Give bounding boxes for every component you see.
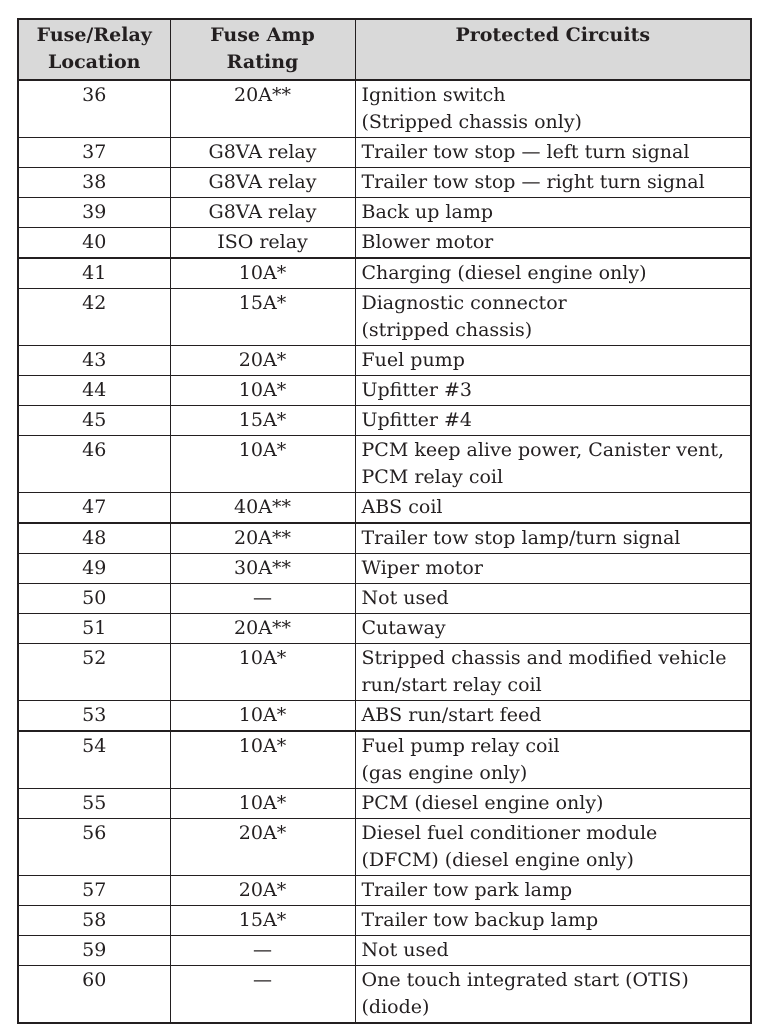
cell-amp-rating: 15A* [170, 906, 355, 936]
cell-protected-circuits [355, 168, 751, 198]
header-circuits [355, 19, 751, 80]
table-header-row [18, 19, 751, 80]
table-row [18, 258, 751, 289]
cell-location: 47 [18, 493, 170, 524]
circuit-line: Stripped chassis and modified vehicle [361, 647, 727, 669]
fuse-relay-table [17, 18, 752, 1024]
table-row [18, 346, 751, 376]
circuit-line: Fuel pump relay coil [361, 735, 560, 757]
table-row [18, 493, 751, 524]
cell-amp-rating: G8VA relay [170, 138, 355, 168]
circuit-line: Fuel pump [361, 349, 465, 371]
cell-protected-circuits [355, 701, 751, 732]
cell-location: 43 [18, 346, 170, 376]
header-rating [170, 19, 355, 80]
cell-amp-rating: 15A* [170, 289, 355, 346]
table-row [18, 701, 751, 732]
table-row [18, 789, 751, 819]
cell-protected-circuits [355, 731, 751, 789]
cell-location: 48 [18, 523, 170, 554]
cell-amp-rating: 20A* [170, 819, 355, 876]
cell-location: 49 [18, 554, 170, 584]
table-row [18, 376, 751, 406]
cell-amp-rating: — [170, 936, 355, 966]
cell-amp-rating: — [170, 584, 355, 614]
table-row [18, 436, 751, 493]
cell-amp-rating: 20A** [170, 523, 355, 554]
table-row [18, 168, 751, 198]
cell-amp-rating: 10A* [170, 258, 355, 289]
cell-amp-rating: 20A** [170, 80, 355, 138]
cell-protected-circuits [355, 614, 751, 644]
circuit-line: PCM (diesel engine only) [361, 792, 604, 814]
cell-protected-circuits [355, 644, 751, 701]
circuit-line: Upfitter #3 [361, 379, 472, 401]
cell-protected-circuits [355, 789, 751, 819]
cell-protected-circuits [355, 138, 751, 168]
cell-location: 52 [18, 644, 170, 701]
circuit-line: Back up lamp [361, 201, 494, 223]
cell-amp-rating: 10A* [170, 644, 355, 701]
cell-protected-circuits [355, 523, 751, 554]
fuse-table-container [17, 18, 750, 1024]
table-row [18, 198, 751, 228]
cell-amp-rating: 40A** [170, 493, 355, 524]
cell-amp-rating: 20A* [170, 346, 355, 376]
cell-amp-rating: 10A* [170, 376, 355, 406]
circuit-line: ABS run/start feed [361, 704, 542, 726]
cell-amp-rating: G8VA relay [170, 168, 355, 198]
table-row [18, 554, 751, 584]
table-row [18, 138, 751, 168]
header-rating-line: Fuse Amp [210, 24, 315, 46]
cell-protected-circuits [355, 376, 751, 406]
circuit-line: Trailer tow stop — right turn signal [361, 171, 705, 193]
circuit-line: (DFCM) (diesel engine only) [361, 849, 634, 871]
cell-protected-circuits [355, 966, 751, 1024]
cell-location: 37 [18, 138, 170, 168]
cell-location: 42 [18, 289, 170, 346]
table-row [18, 966, 751, 1024]
table-row [18, 289, 751, 346]
cell-amp-rating: 20A** [170, 614, 355, 644]
cell-location: 46 [18, 436, 170, 493]
cell-location: 55 [18, 789, 170, 819]
header-circuits-line: Protected Circuits [455, 24, 651, 46]
cell-protected-circuits [355, 906, 751, 936]
circuit-line: Charging (diesel engine only) [361, 262, 647, 284]
circuit-line: Diagnostic connector [361, 292, 567, 314]
cell-location: 51 [18, 614, 170, 644]
cell-protected-circuits [355, 876, 751, 906]
cell-amp-rating: — [170, 966, 355, 1024]
header-location-line: Location [48, 51, 141, 73]
cell-protected-circuits [355, 554, 751, 584]
cell-protected-circuits [355, 198, 751, 228]
circuit-line: (diode) [361, 996, 430, 1018]
table-row [18, 819, 751, 876]
table-row [18, 406, 751, 436]
header-location [18, 19, 170, 80]
cell-amp-rating: 20A* [170, 876, 355, 906]
cell-location: 45 [18, 406, 170, 436]
cell-protected-circuits [355, 228, 751, 259]
circuit-line: Wiper motor [361, 557, 483, 579]
circuit-line: Upfitter #4 [361, 409, 472, 431]
cell-location: 41 [18, 258, 170, 289]
cell-amp-rating: 10A* [170, 789, 355, 819]
circuit-line: ABS coil [361, 496, 443, 518]
cell-protected-circuits [355, 289, 751, 346]
cell-protected-circuits [355, 80, 751, 138]
circuit-line: Not used [361, 587, 449, 609]
circuit-line: PCM relay coil [361, 466, 504, 488]
cell-protected-circuits [355, 258, 751, 289]
cell-location: 53 [18, 701, 170, 732]
circuit-line: Not used [361, 939, 449, 961]
cell-location: 54 [18, 731, 170, 789]
header-location-line: Fuse/Relay [36, 24, 152, 46]
circuit-line: Cutaway [361, 617, 446, 639]
circuit-line: PCM keep alive power, Canister vent, [361, 439, 725, 461]
cell-protected-circuits [355, 436, 751, 493]
cell-location: 57 [18, 876, 170, 906]
cell-location: 40 [18, 228, 170, 259]
cell-amp-rating: 10A* [170, 731, 355, 789]
circuit-line: (gas engine only) [361, 762, 528, 784]
table-row [18, 228, 751, 259]
table-row [18, 906, 751, 936]
circuit-line: Ignition switch [361, 84, 506, 106]
circuit-line: (Stripped chassis only) [361, 111, 582, 133]
cell-protected-circuits [355, 493, 751, 524]
cell-location: 44 [18, 376, 170, 406]
cell-amp-rating: G8VA relay [170, 198, 355, 228]
cell-location: 36 [18, 80, 170, 138]
circuit-line: Blower motor [361, 231, 494, 253]
cell-location: 60 [18, 966, 170, 1024]
circuit-line: Trailer tow backup lamp [361, 909, 599, 931]
table-row [18, 644, 751, 701]
circuit-line: run/start relay coil [361, 674, 542, 696]
circuit-line: Trailer tow stop — left turn signal [361, 141, 690, 163]
table-row [18, 876, 751, 906]
cell-location: 58 [18, 906, 170, 936]
circuit-line: (stripped chassis) [361, 319, 533, 341]
cell-location: 56 [18, 819, 170, 876]
cell-amp-rating: 30A** [170, 554, 355, 584]
cell-amp-rating: 10A* [170, 701, 355, 732]
table-row [18, 80, 751, 138]
circuit-line: One touch integrated start (OTIS) [361, 969, 689, 991]
circuit-line: Trailer tow stop lamp/turn signal [361, 527, 681, 549]
header-rating-line: Rating [226, 51, 299, 73]
table-row [18, 614, 751, 644]
circuit-line: Diesel fuel conditioner module [361, 822, 658, 844]
cell-location: 59 [18, 936, 170, 966]
table-body [18, 80, 751, 1023]
cell-location: 38 [18, 168, 170, 198]
cell-amp-rating: 10A* [170, 436, 355, 493]
cell-protected-circuits [355, 936, 751, 966]
cell-amp-rating: 15A* [170, 406, 355, 436]
table-row [18, 523, 751, 554]
table-row [18, 731, 751, 789]
cell-amp-rating: ISO relay [170, 228, 355, 259]
circuit-line: Trailer tow park lamp [361, 879, 573, 901]
cell-protected-circuits [355, 584, 751, 614]
table-row [18, 584, 751, 614]
cell-protected-circuits [355, 346, 751, 376]
table-row [18, 936, 751, 966]
cell-location: 39 [18, 198, 170, 228]
cell-protected-circuits [355, 406, 751, 436]
cell-protected-circuits [355, 819, 751, 876]
cell-location: 50 [18, 584, 170, 614]
